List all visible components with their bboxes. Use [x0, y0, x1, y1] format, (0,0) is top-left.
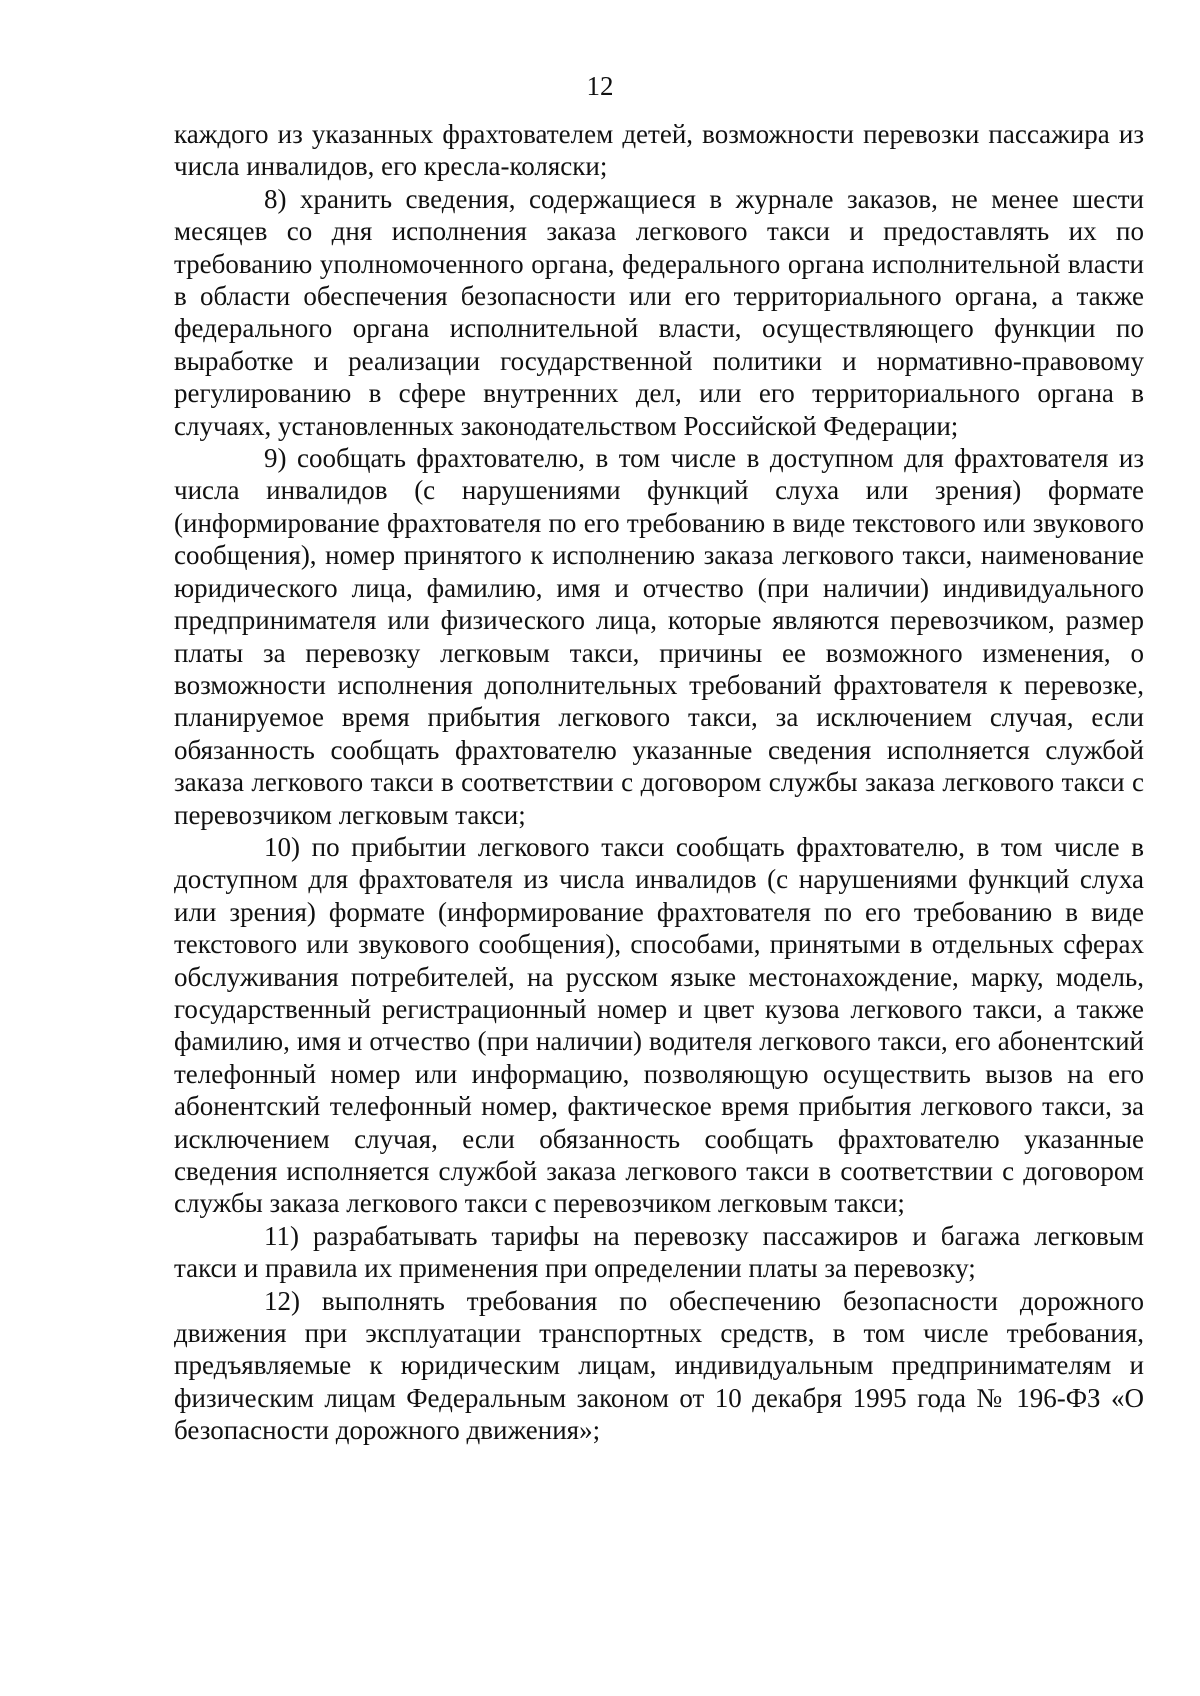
page-number: 12 — [586, 71, 614, 101]
document-body — [174, 118, 1144, 1447]
paragraph-item-12: 12) выполнять требования по обеспечению безопасности дорожного движения при эксплуатации транспортных средств, в том числе требования, предъявляемые к юридическим лицам, индивидуальным предпринимателям и физическим лицам Федеральным законом от 10 декабря 1995 года № 196-ФЗ «О безопасности дорожного движения»; — [174, 1285, 1144, 1446]
paragraph-item-9: 9) сообщать фрахтователю, в том числе в доступном для фрахтователя из числа инвалидов (с нарушениями функций слуха или зрения) формате (информирование фрахтователя по его требованию в виде текстового или звукового сообщения), номер принятого к исполнению заказа легкового такси, наименование юридического лица, фамилию, имя и отчество (при наличии) индивидуального предпринимателя или физического лица, которые являются перевозчиком, размер платы за перевозку легковым такси, причины ее возможного изменения, о возможности исполнения дополнительных требований фрахтователя к перевозке, планируемое время прибытия легкового такси, за исключением случая, если обязанность сообщать фрахтователю указанные сведения исполняется службой заказа легкового такси в соответствии с договором службы заказа легкового такси с перевозчиком легковым такси; — [174, 443, 1144, 830]
paragraph-item-8: 8) хранить сведения, содержащиеся в журнале заказов, не менее шести месяцев со дня исполнения заказа легкового такси и предоставлять их по требованию уполномоченного органа, федерального органа исполнительной власти в области обеспечения безопасности или его территориального органа, а также федерального органа исполнительной власти, осуществляющего функции по выработке и реализации государственной политики и нормативно-правовому регулированию в сфере внутренних дел, или его территориального органа в случаях, установленных законодательством Российской Федерации; — [174, 183, 1144, 441]
paragraph-item-11: 11) разрабатывать тарифы на перевозку пассажиров и багажа легковым такси и правила их применения при определении платы за перевозку; — [174, 1220, 1144, 1284]
paragraph-item-10: 10) по прибытии легкового такси сообщать фрахтователю, в том числе в доступном для фрахтователя из числа инвалидов (с нарушениями функций слуха или зрения) формате (информирование фрахтователя по его требованию в виде текстового или звукового сообщения), способами, принятыми в отдельных сферах обслуживания потребителей, на русском языке местонахождение, марку, модель, государственный регистрационный номер и цвет кузова легкового такси, а также фамилию, имя и отчество (при наличии) водителя легкового такси, его абонентский телефонный номер или информацию, позволяющую осуществить вызов на его абонентский телефонный номер, фактическое время прибытия легкового такси, за исключением случая, если обязанность сообщать фрахтователю указанные сведения исполняется службой заказа легкового такси в соответствии с договором службы заказа легкового такси с перевозчиком легковым такси; — [174, 831, 1144, 1219]
paragraph-continuation: каждого из указанных фрахтователем детей, возможности перевозки пассажира из числа инвалидов, его кресла-коляски; — [174, 119, 1144, 182]
